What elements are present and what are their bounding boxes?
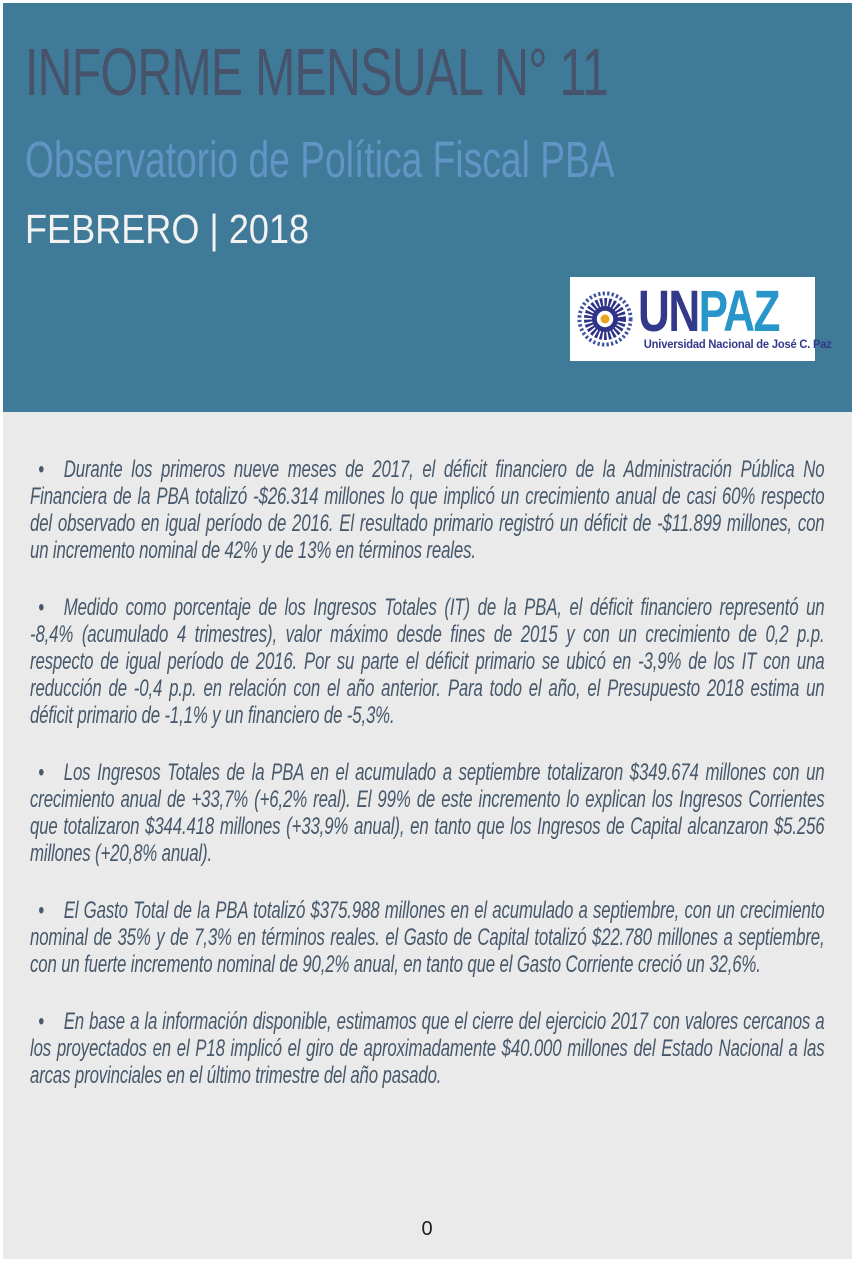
bullet-text: Durante los primeros nueve meses de 2017, el déficit financiero de la Administración Pública No Financiera de la PBA totalizó -$26.314 millones lo que implicó un crecimiento anual de casi 60% respecto del observado en igual período de 2016. El resultado primario registró un déficit de -$11.899 millones, con un incremento nominal de 42% y de 13% en términos reales. [30,456,825,564]
bullet-text: En base a la información disponible, estimamos que el cierre del ejercicio 2017 con valores cercanos a los proyectados en el P18 implicó el giro de aproximadamente $40.000 millones del Estado Nacional a las arcas provinciales en el último trimestre del año pasado. [30,1008,825,1089]
logo-acronym [638,278,785,344]
bullet-paragraph [30,456,825,564]
report-title [25,35,852,110]
bullet-icon: • [38,456,45,483]
bullet-paragraph [30,759,825,867]
report-date [25,206,852,252]
executive-summary-section [3,412,852,1259]
bullet-icon: • [38,759,45,786]
report-title-text: INFORME MENSUAL N° 11 [25,35,609,110]
unpaz-logo [570,277,832,361]
bullet-paragraph [30,1008,825,1089]
report-date-text: FEBRERO | 2018 [25,206,310,252]
bullet-icon: • [38,1008,45,1035]
logo-acronym-un: UN [638,278,699,344]
bullet-paragraph [30,594,825,729]
logo-acronym-paz: PAZ [698,278,779,344]
bullet-icon: • [38,594,45,621]
cover-header [3,3,852,412]
bullet-text: Los Ingresos Totales de la PBA en el acumulado a septiembre totalizaron $349.674 millones con un crecimiento anual de +33,7% (+6,2% real). El 99% de este incremento lo explican los Ingresos Corrientes que totalizaron $344.418 millones (+33,9% anual), en tanto que los Ingresos de Capital alcanzaron $5.256 millones (+20,8% anual). [30,759,825,867]
logo-text [638,278,832,351]
report-subtitle-text: Observatorio de Política Fiscal PBA [25,131,615,188]
bullet-paragraph [30,897,825,978]
bullet-text: El Gasto Total de la PBA totalizó $375.988 millones en el acumulado a septiembre, con un crecimiento nominal de 35% y de 7,3% en términos reales. el Gasto de Capital totalizó $22.780 millones a septiembre, con un fuerte incremento nominal de 90,2% anual, en tanto que el Gasto Corriente creció un 32,6%. [30,897,825,978]
page-number: 0 [421,1218,433,1240]
bullet-text: Medido como porcentaje de los Ingresos Totales (IT) de la PBA, el déficit financiero representó un -8,4% (acumulado 4 trimestres), valor máximo desde fines de 2015 y con un crecimiento de 0,2 p.p. respecto de igual período de 2016. Por su parte el déficit primario se ubicó en -3,9% de los IT con una reducción de -0,4 p.p. en relación con el año anterior. Para todo el año, el Presupuesto 2018 estima un déficit primario de -1,1% y un financiero de -5,3%. [30,594,825,729]
page-footer [0,1218,854,1241]
bullet-icon: • [38,897,45,924]
logo-caption: Universidad Nacional de José C. Paz [643,338,832,351]
report-subtitle [25,131,852,188]
sun-emblem-icon [576,290,634,348]
